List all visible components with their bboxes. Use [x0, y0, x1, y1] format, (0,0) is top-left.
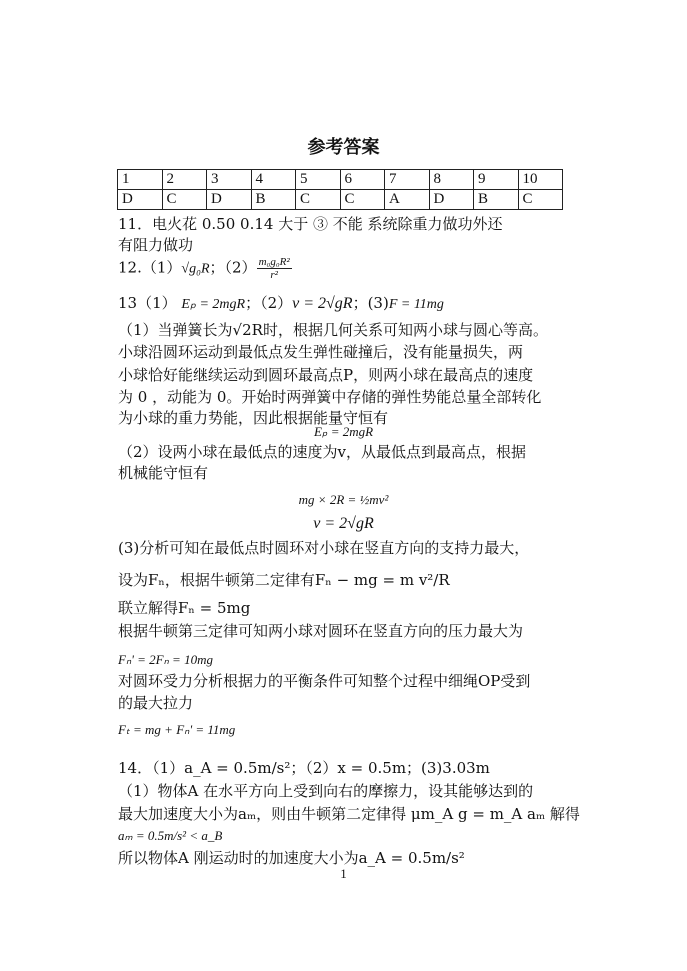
table-cell: A — [385, 190, 430, 210]
table-cell: 4 — [251, 170, 296, 190]
q12-mid: ；（2） — [209, 258, 257, 277]
equation: Eₚ = 2mgR — [313, 424, 374, 439]
q12-sqrt: √g₀R — [181, 261, 210, 277]
text-line: （1）当弹簧长为√2R时，根据几何关系可知两小球与圆心等高。 — [118, 321, 548, 339]
table-cell: 7 — [385, 170, 430, 190]
text-line: 为小球的重力势能，因此根据能量守恒有 — [118, 409, 389, 427]
table-cell: C — [296, 190, 341, 210]
q12-fraction — [257, 256, 292, 281]
table-cell: C — [340, 190, 385, 210]
page-number: 1 — [340, 866, 347, 881]
text-line: 为 0 ，动能为 0。开始时两弹簧中存储的弹性势能总量全部转化 — [118, 388, 542, 406]
equation: Fₜ = mg + Fₙ' = 11mg — [118, 722, 236, 737]
table-cell: B — [251, 190, 296, 210]
table-cell: D — [207, 190, 252, 210]
text-line: 所以物体A 刚运动时的加速度大小为a_A = 0.5m/s² — [118, 849, 465, 867]
table-cell: 9 — [474, 170, 519, 190]
text-line: 小球恰好能继续运动到圆环最高点P，则两小球在最高点的速度 — [118, 366, 534, 384]
table-cell: 2 — [162, 170, 207, 190]
table-cell: 6 — [340, 170, 385, 190]
text-line: 14．（1）a_A = 0.5m/s²；（2）x = 0.5m；(3)3.03m — [118, 759, 490, 777]
text-line: （1）物体A 在水平方向上受到向右的摩擦力，设其能够达到的 — [118, 782, 534, 800]
table-cell: D — [118, 190, 163, 210]
fraction-numerator: m₀g₀R² — [258, 256, 290, 268]
text-line: 小球沿圆环运动到最低点发生弹性碰撞后，没有能量损失，两 — [118, 343, 524, 361]
text-line: 的最大拉力 — [118, 694, 194, 712]
equation: mg × 2R = ½mv² — [298, 492, 389, 507]
q13-eq3: F = 11mg — [388, 297, 444, 312]
text-line: (3)分析可知在最低点时圆环对小球在竖直方向的支持力最大， — [118, 539, 530, 557]
q13-sep: ；（2） — [245, 294, 293, 312]
table-cell: 10 — [518, 170, 563, 190]
text-line: 联立解得Fₙ = 5mg — [118, 599, 251, 617]
equation: Fₙ' = 2Fₙ = 10mg — [118, 652, 213, 667]
q13-label: 13（1） — [118, 294, 177, 312]
table-cell: D — [429, 190, 474, 210]
table-cell: C — [162, 190, 207, 210]
q12-prefix: 12.（1） — [118, 258, 182, 277]
table-cell: 3 — [207, 170, 252, 190]
text-line: 最大加速度大小为aₘ，则由牛顿第二定律得 μm_A g = m_A aₘ 解得 — [118, 805, 580, 823]
text-line: 设为Fₙ，根据牛顿第二定律有Fₙ − mg = m v²/R — [118, 571, 450, 589]
q13-summary — [118, 293, 444, 315]
table-row-numbers — [118, 170, 563, 190]
page-title: 参考答案 — [307, 137, 380, 158]
text-line: （2）设两小球在最低点的速度为v，从最低点到最高点，根据 — [118, 443, 527, 461]
table-row-answers — [118, 190, 563, 210]
q13-sep: ；(3) — [352, 294, 389, 312]
fraction-denominator: r² — [270, 269, 278, 281]
q13-eq2: v = 2√gR — [292, 295, 353, 312]
q13-eq1: Eₚ = 2mgR — [181, 297, 246, 312]
table-cell: C — [518, 190, 563, 210]
answer-table — [117, 169, 563, 210]
text-line: 机械能守恒有 — [118, 464, 209, 482]
q12-answer — [118, 256, 292, 281]
equation: v = 2√gR — [313, 515, 374, 532]
text-line: 根据牛顿第三定律可知两小球对圆环在竖直方向的压力最大为 — [118, 622, 524, 640]
table-cell: 8 — [429, 170, 474, 190]
equation: aₘ = 0.5m/s² < a_B — [118, 828, 223, 843]
table-cell: 1 — [118, 170, 163, 190]
q11-line: 11．电火花 0.50 0.14 大于 ③ 不能 系统除重力做功外还 — [118, 215, 503, 233]
q11-line: 有阻力做功 — [118, 236, 194, 254]
text-line: 对圆环受力分析根据力的平衡条件可知整个过程中细绳OP受到 — [118, 672, 531, 690]
table-cell: B — [474, 190, 519, 210]
table-cell: 5 — [296, 170, 341, 190]
